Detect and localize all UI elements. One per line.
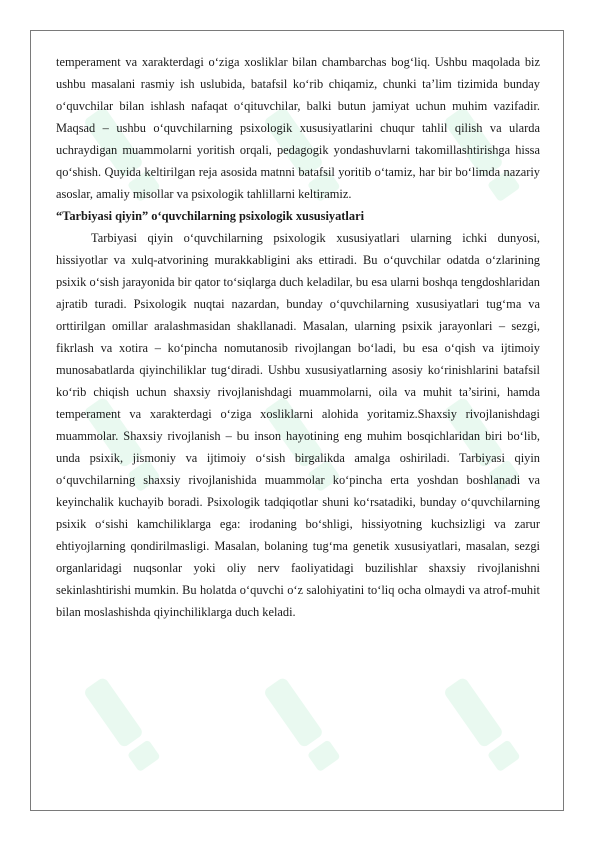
body-paragraph: Tarbiyasi qiyin o‘quvchilarning psixologik xususiyatlari ularning ichki dunyosi, hissiyotlar va xulq-atvorining murakkabligini aks ettiradi. Bu o‘quvchilar odatda o‘zlarining psixik o‘sish jarayonida bir qator to‘siqlarga duch keladilar, bu esa ularni boshqa tengdoshlaridan ajratib turadi. Psixologik nuqtai nazardan, bunday o‘quvchilarning xususiyatlari tug‘ma va orttirilgan omillar aralashmasidan shakllanadi. Masalan, ularning psixik jarayonlari – sezgi, fikrlash va xotira – ko‘pincha nomutanosib rivojlangan bo‘ladi, bu esa o‘qish va ijtimoiy munosabatlarda qiyinchiliklar tug‘diradi. Ushbu xususiyatlarning asosiy ko‘rinishlarini batafsil ko‘rib chiqish uchun shaxsiy rivojlanishdagi muammolarni, oila va muhit ta’sirini, hamda temperament va xarakterdagi o‘ziga xosliklarni alohida yoritamiz.Shaxsiy rivojlanishdagi muammolar. Shaxsiy rivojlanish – bu inson hayotining eng muhim bosqichlaridan biri bo‘lib, unda psixik, jismoniy va ijtimoiy o‘sish birgalikda amalga oshiriladi. Tarbiyasi qiyin o‘quvchilarning shaxsiy rivojlanishida muammolar ko‘pincha erta yoshdan boshlanadi va keyinchalik kuchayib boradi. Psixologik tadqiqotlar shuni ko‘rsatadiki, bunday o‘quvchilarning psixik o‘sishi kamchiliklarga ega: irodaning bo‘shligi, hissiyotning kuchsizligi va zarur ehtiyojlarning qondirilmasligi. Masalan, bolaning tug‘ma genetik xususiyatlari, masalan, sezgi organlaridagi nuqsonlar yoki oliy nerv faoliyatidagi buzilishlar shaxsiy rivojlanishni sekinlashtirishi mumkin. Bu holatda o‘quvchi o‘z salohiyatini to‘liq ocha olmaydi va atrof-muhit bilan moslashishda qiyinchiliklarga duch keladi. xyxy=(56,231,540,619)
document-body xyxy=(56,51,540,623)
section-heading: “Tarbiyasi qiyin” o‘quvchilarning psixologik xususiyatlari xyxy=(56,209,365,223)
intro-paragraph: temperament va xarakterdagi o‘ziga xosliklar bilan chambarchas bog‘liq. Ushbu maqolada biz ushbu masalani rasmiy ish uslubida, batafsil ko‘rib chiqamiz, chunki ta’lim tizimida bunday o‘quvchilar bilan ishlash nafaqat o‘qituvchilar, balki butun jamiyat uchun muhim vazifadir. Maqsad – ushbu o‘quvchilarning psixologik xususiyatlarini chuqur tahlil qilish va ularda uchraydigan muammolarni yoritish orqali, pedagogik yondashuvlarni takomillashtirishga hissa qo‘shish. Quyida keltirilgan reja asosida matnni batafsil yoritib o‘tamiz, har bir bo‘limda nazariy asoslar, amaliy misollar va psixologik tahlillarni keltiramiz. xyxy=(56,55,540,201)
